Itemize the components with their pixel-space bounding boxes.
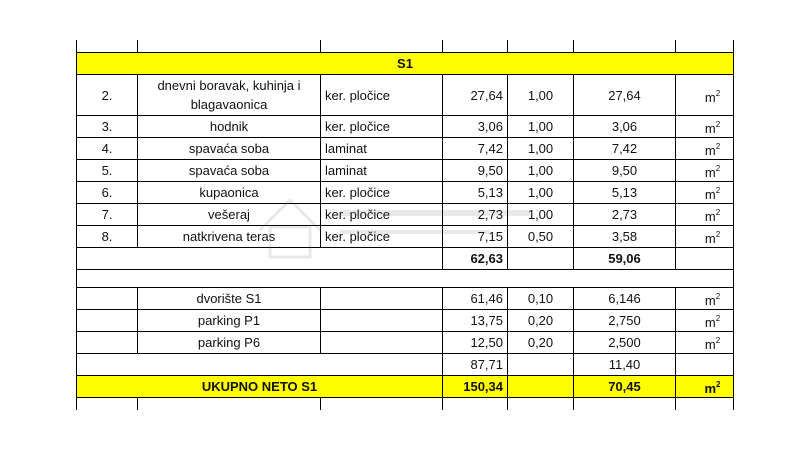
unit-exponent: 2: [715, 336, 721, 345]
subtotal-empty: [508, 248, 574, 270]
unit-label: m: [704, 143, 716, 158]
room-net-area: 9,50: [574, 160, 676, 182]
room-name: vešeraj: [138, 204, 321, 226]
floor-type: laminat: [321, 138, 443, 160]
room-coefficient: 0,50: [508, 226, 574, 248]
unit-label: m: [704, 231, 716, 246]
room-area: 2,73: [443, 204, 508, 226]
extra-area: 12,50: [443, 332, 508, 354]
room-number: 2.: [77, 75, 138, 116]
room-number: 3.: [77, 116, 138, 138]
unit-cell: [676, 288, 734, 310]
room-number: 6.: [77, 182, 138, 204]
room-net-area: 27,64: [574, 75, 676, 116]
subtotal-spacer: [77, 248, 443, 270]
unit-exponent: 2: [715, 208, 721, 217]
table-row: [77, 138, 734, 160]
floor-type: ker. pločice: [321, 226, 443, 248]
room-net-area: 7,42: [574, 138, 676, 160]
extra-coefficient: 0,20: [508, 310, 574, 332]
unit-label: m: [704, 187, 716, 202]
unit-label: m: [704, 165, 716, 180]
subtotal-spacer: [77, 354, 443, 376]
extra-net-area: 2,750: [574, 310, 676, 332]
unit-exponent: 2: [715, 142, 721, 151]
subtotal-rooms-row: [77, 248, 734, 270]
extra-area: 61,46: [443, 288, 508, 310]
room-name: kupaonica: [138, 182, 321, 204]
extra-coefficient: 0,20: [508, 332, 574, 354]
total-net: 70,45: [574, 376, 676, 398]
total-label: UKUPNO NETO S1: [77, 376, 443, 398]
room-area: 3,06: [443, 116, 508, 138]
empty-cell: [77, 288, 138, 310]
unit-label: m: [704, 315, 716, 330]
table-row: [77, 288, 734, 310]
floor-type: ker. pločice: [321, 182, 443, 204]
unit-exponent: 2: [715, 120, 721, 129]
subtotal-empty: [508, 354, 574, 376]
room-number: 7.: [77, 204, 138, 226]
table-row: [77, 226, 734, 248]
room-net-area: 3,58: [574, 226, 676, 248]
unit-cell: [676, 204, 734, 226]
unit-exponent: 2: [715, 292, 721, 301]
room-area: 27,64: [443, 75, 508, 116]
extra-net-area: 2,500: [574, 332, 676, 354]
unit-exponent: 2: [715, 88, 721, 98]
subtotal-extras-net: 11,40: [574, 354, 676, 376]
table-row: [77, 75, 734, 116]
unit-label: m: [704, 381, 717, 396]
section-header-row: [77, 53, 734, 75]
blank-row: [77, 270, 734, 288]
table-row: [77, 204, 734, 226]
unit-exponent: 2: [715, 186, 721, 195]
table-row: [77, 116, 734, 138]
room-number: 8.: [77, 226, 138, 248]
subtotal-empty: [676, 354, 734, 376]
unit-cell: [676, 376, 734, 398]
floor-type: ker. pločice: [321, 116, 443, 138]
room-area: 9,50: [443, 160, 508, 182]
unit-cell: [676, 332, 734, 354]
subtotal-extras-area: 87,71: [443, 354, 508, 376]
floor-type: ker. pločice: [321, 75, 443, 116]
unit-exponent: 2: [716, 380, 721, 389]
room-area: 7,15: [443, 226, 508, 248]
empty-cell: [321, 332, 443, 354]
room-coefficient: 1,00: [508, 116, 574, 138]
extra-net-area: 6,146: [574, 288, 676, 310]
area-table-sheet: [76, 40, 733, 409]
unit-cell: [676, 116, 734, 138]
room-area: 7,42: [443, 138, 508, 160]
empty-cell: [77, 310, 138, 332]
unit-label: m: [704, 89, 716, 105]
total-area: 150,34: [443, 376, 508, 398]
unit-label: m: [704, 293, 716, 308]
floor-type: laminat: [321, 160, 443, 182]
subtotal-rooms-area: 62,63: [443, 248, 508, 270]
room-coefficient: 1,00: [508, 204, 574, 226]
total-row: [77, 376, 734, 398]
room-name: natkrivena teras: [138, 226, 321, 248]
extra-area: 13,75: [443, 310, 508, 332]
empty-cell: [77, 332, 138, 354]
room-net-area: 5,13: [574, 182, 676, 204]
table-top-row: [77, 40, 734, 53]
total-empty: [508, 376, 574, 398]
subtotal-rooms-net: 59,06: [574, 248, 676, 270]
extra-name: parking P6: [138, 332, 321, 354]
unit-label: m: [704, 209, 716, 224]
unit-cell: [676, 75, 734, 116]
room-name: spavaća soba: [138, 138, 321, 160]
unit-cell: [676, 310, 734, 332]
extra-name: dvorište S1: [138, 288, 321, 310]
unit-label: m: [704, 121, 716, 136]
unit-cell: [676, 160, 734, 182]
table-row: [77, 332, 734, 354]
room-name: hodnik: [138, 116, 321, 138]
room-area: 5,13: [443, 182, 508, 204]
table-row: [77, 310, 734, 332]
empty-cell: [321, 288, 443, 310]
unit-exponent: 2: [715, 230, 721, 239]
room-number: 5.: [77, 160, 138, 182]
room-net-area: 3,06: [574, 116, 676, 138]
unit-cell: [676, 138, 734, 160]
subtotal-empty: [676, 248, 734, 270]
extra-name: parking P1: [138, 310, 321, 332]
unit-exponent: 2: [715, 314, 721, 323]
unit-exponent: 2: [715, 164, 721, 173]
empty-cell: [321, 310, 443, 332]
table-row: [77, 182, 734, 204]
unit-cell: [676, 182, 734, 204]
floor-type: ker. pločice: [321, 204, 443, 226]
room-coefficient: 1,00: [508, 182, 574, 204]
room-name: spavaća soba: [138, 160, 321, 182]
room-coefficient: 1,00: [508, 75, 574, 116]
subtotal-extras-row: [77, 354, 734, 376]
room-number: 4.: [77, 138, 138, 160]
table-row: [77, 160, 734, 182]
room-name: dnevni boravak, kuhinja i blagavaonica: [138, 75, 321, 116]
unit-label: m: [704, 337, 716, 352]
section-title: S1: [77, 53, 734, 75]
area-table: [76, 40, 734, 410]
extra-coefficient: 0,10: [508, 288, 574, 310]
room-coefficient: 1,00: [508, 138, 574, 160]
room-coefficient: 1,00: [508, 160, 574, 182]
unit-cell: [676, 226, 734, 248]
room-net-area: 2,73: [574, 204, 676, 226]
table-bottom-row: [77, 398, 734, 411]
